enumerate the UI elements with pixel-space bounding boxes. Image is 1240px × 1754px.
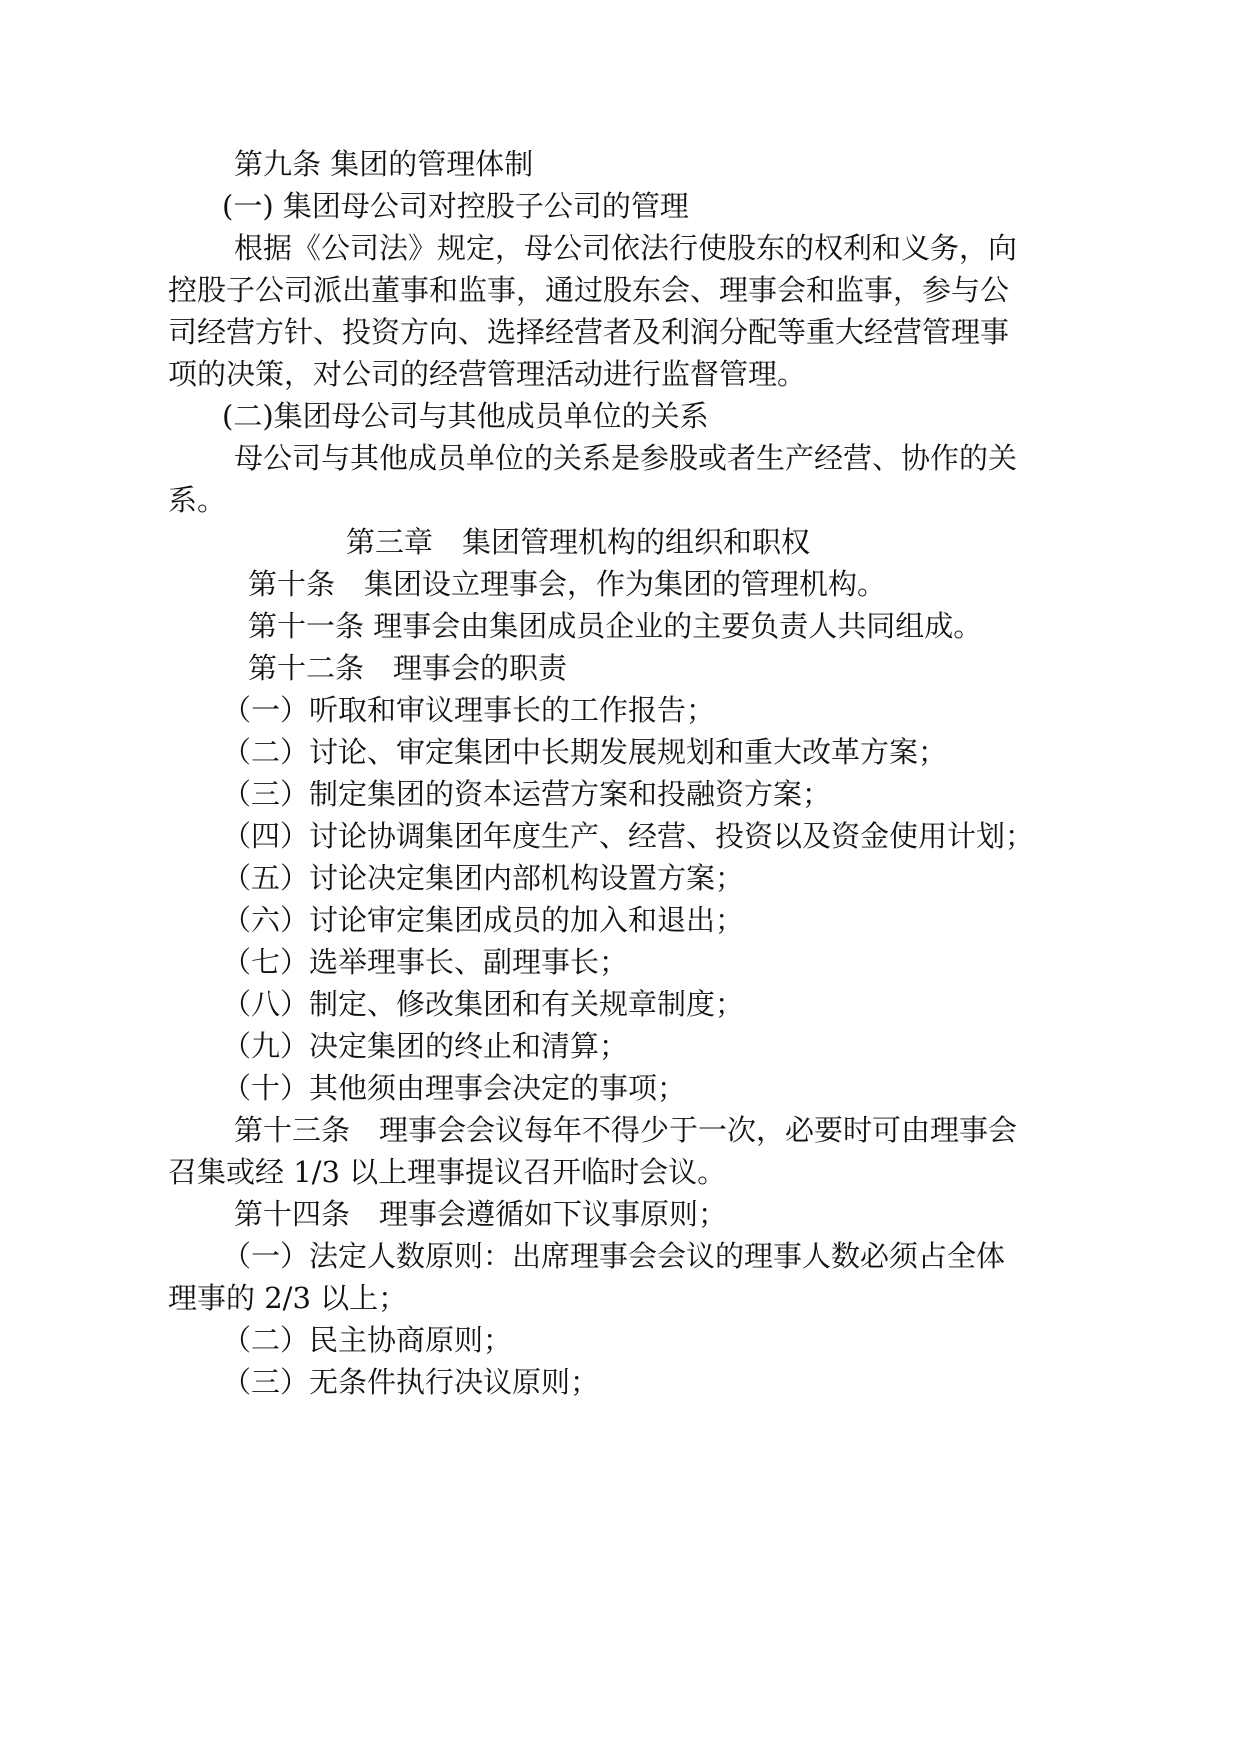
article-12-item-10: （十）其他须由理事会决定的事项； <box>222 1071 687 1105</box>
article-14-item-1-line-2: 理事的 2/3 以上； <box>168 1281 408 1315</box>
chapter-3-title: 第三章 集团管理机构的组织和职权 <box>346 525 811 559</box>
article-9-sub1-line-3: 司经营方针、投资方向、选择经营者及利润分配等重大经营管理事 <box>168 315 1010 349</box>
article-12-item-1: （一）听取和审议理事长的工作报告； <box>222 693 716 727</box>
article-12-item-3: （三）制定集团的资本运营方案和投融资方案； <box>222 777 832 811</box>
article-9-heading: 第九条 集团的管理体制 <box>234 147 534 181</box>
article-12-item-5: （五）讨论决定集团内部机构设置方案； <box>222 861 745 895</box>
article-13-line-2: 召集或经 1/3 以上理事提议召开临时会议。 <box>168 1155 727 1189</box>
article-11: 第十一条 理事会由集团成员企业的主要负责人共同组成。 <box>248 609 983 643</box>
article-14-item-2: （二）民主协商原则； <box>222 1323 513 1357</box>
article-14-item-1-line-1: （一）法定人数原则：出席理事会会议的理事人数必须占全体 <box>222 1239 1006 1273</box>
article-12-item-6: （六）讨论审定集团成员的加入和退出； <box>222 903 745 937</box>
article-9-sub1-line-4: 项的决策，对公司的经营管理活动进行监督管理。 <box>168 357 807 391</box>
article-12-item-8: （八）制定、修改集团和有关规章制度； <box>222 987 745 1021</box>
article-14-item-3: （三）无条件执行决议原则； <box>222 1365 600 1399</box>
article-12-item-9: （九）决定集团的终止和清算； <box>222 1029 629 1063</box>
article-9-sub1-title: (一) 集团母公司对控股子公司的管理 <box>222 189 689 223</box>
article-12-heading: 第十二条 理事会的职责 <box>248 651 568 685</box>
article-12-item-2: （二）讨论、审定集团中长期发展规划和重大改革方案； <box>222 735 948 769</box>
article-9-sub1-line-2: 控股子公司派出董事和监事，通过股东会、理事会和监事，参与公 <box>168 273 1010 307</box>
article-9-sub2-line-1: 母公司与其他成员单位的关系是参股或者生产经营、协作的关 <box>234 441 1018 475</box>
article-13-line-1: 第十三条 理事会会议每年不得少于一次，必要时可由理事会 <box>234 1113 1018 1147</box>
article-9-sub1-line-1: 根据《公司法》规定，母公司依法行使股东的权利和义务，向 <box>234 231 1018 265</box>
article-14-heading: 第十四条 理事会遵循如下议事原则； <box>234 1197 728 1231</box>
article-9-sub2-title: (二)集团母公司与其他成员单位的关系 <box>222 399 709 433</box>
article-10: 第十条 集团设立理事会，作为集团的管理机构。 <box>248 567 887 601</box>
article-9-sub2-line-2: 系。 <box>168 483 227 517</box>
article-12-item-4: （四）讨论协调集团年度生产、经营、投资以及资金使用计划； <box>222 819 1035 853</box>
article-12-item-7: （七）选举理事长、副理事长； <box>222 945 629 979</box>
